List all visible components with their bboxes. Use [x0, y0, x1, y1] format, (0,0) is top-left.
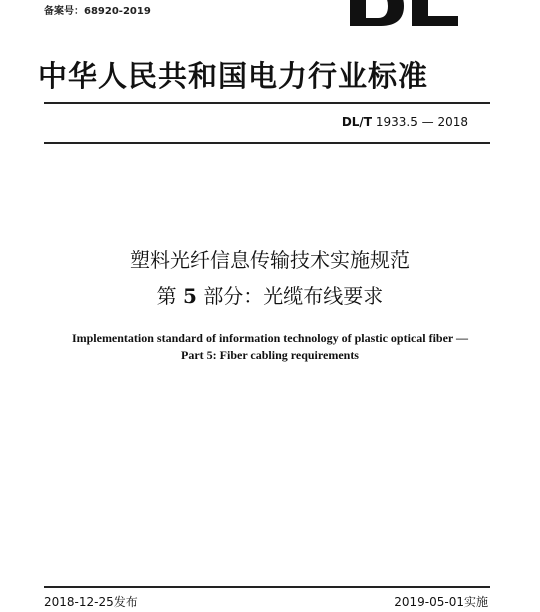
standard-code [342, 115, 468, 129]
cn-title-part-rest: 部分：光缆布线要求 [203, 284, 384, 308]
dl-logo [346, 0, 466, 28]
standard-code-number: 1933.5 — 2018 [375, 115, 468, 129]
cn-title-part-number: 5 [183, 284, 197, 308]
header-divider [44, 102, 490, 104]
en-title-line1: Implementation standard of information technology of plastic optical fiber — [71, 331, 469, 345]
cn-title-line2 [0, 280, 540, 309]
en-title-line2: Part 5: Fiber cabling requirements [181, 348, 359, 362]
publish-date: 2018-12-25发布 [44, 595, 138, 609]
implement-date: 2019-05-01实施 [394, 595, 488, 609]
standard-title: 中华人民共和国电力行业标准 [38, 59, 429, 93]
cn-title-part-prefix: 第 [156, 284, 177, 308]
code-divider [44, 142, 490, 144]
footer-divider [44, 586, 490, 588]
cn-title-line1: 塑料光纤信息传输技术实施规范 [130, 248, 410, 272]
filing-number: 备案号：68920-2019 [44, 6, 151, 17]
standard-code-prefix: DL/T [341, 115, 373, 129]
